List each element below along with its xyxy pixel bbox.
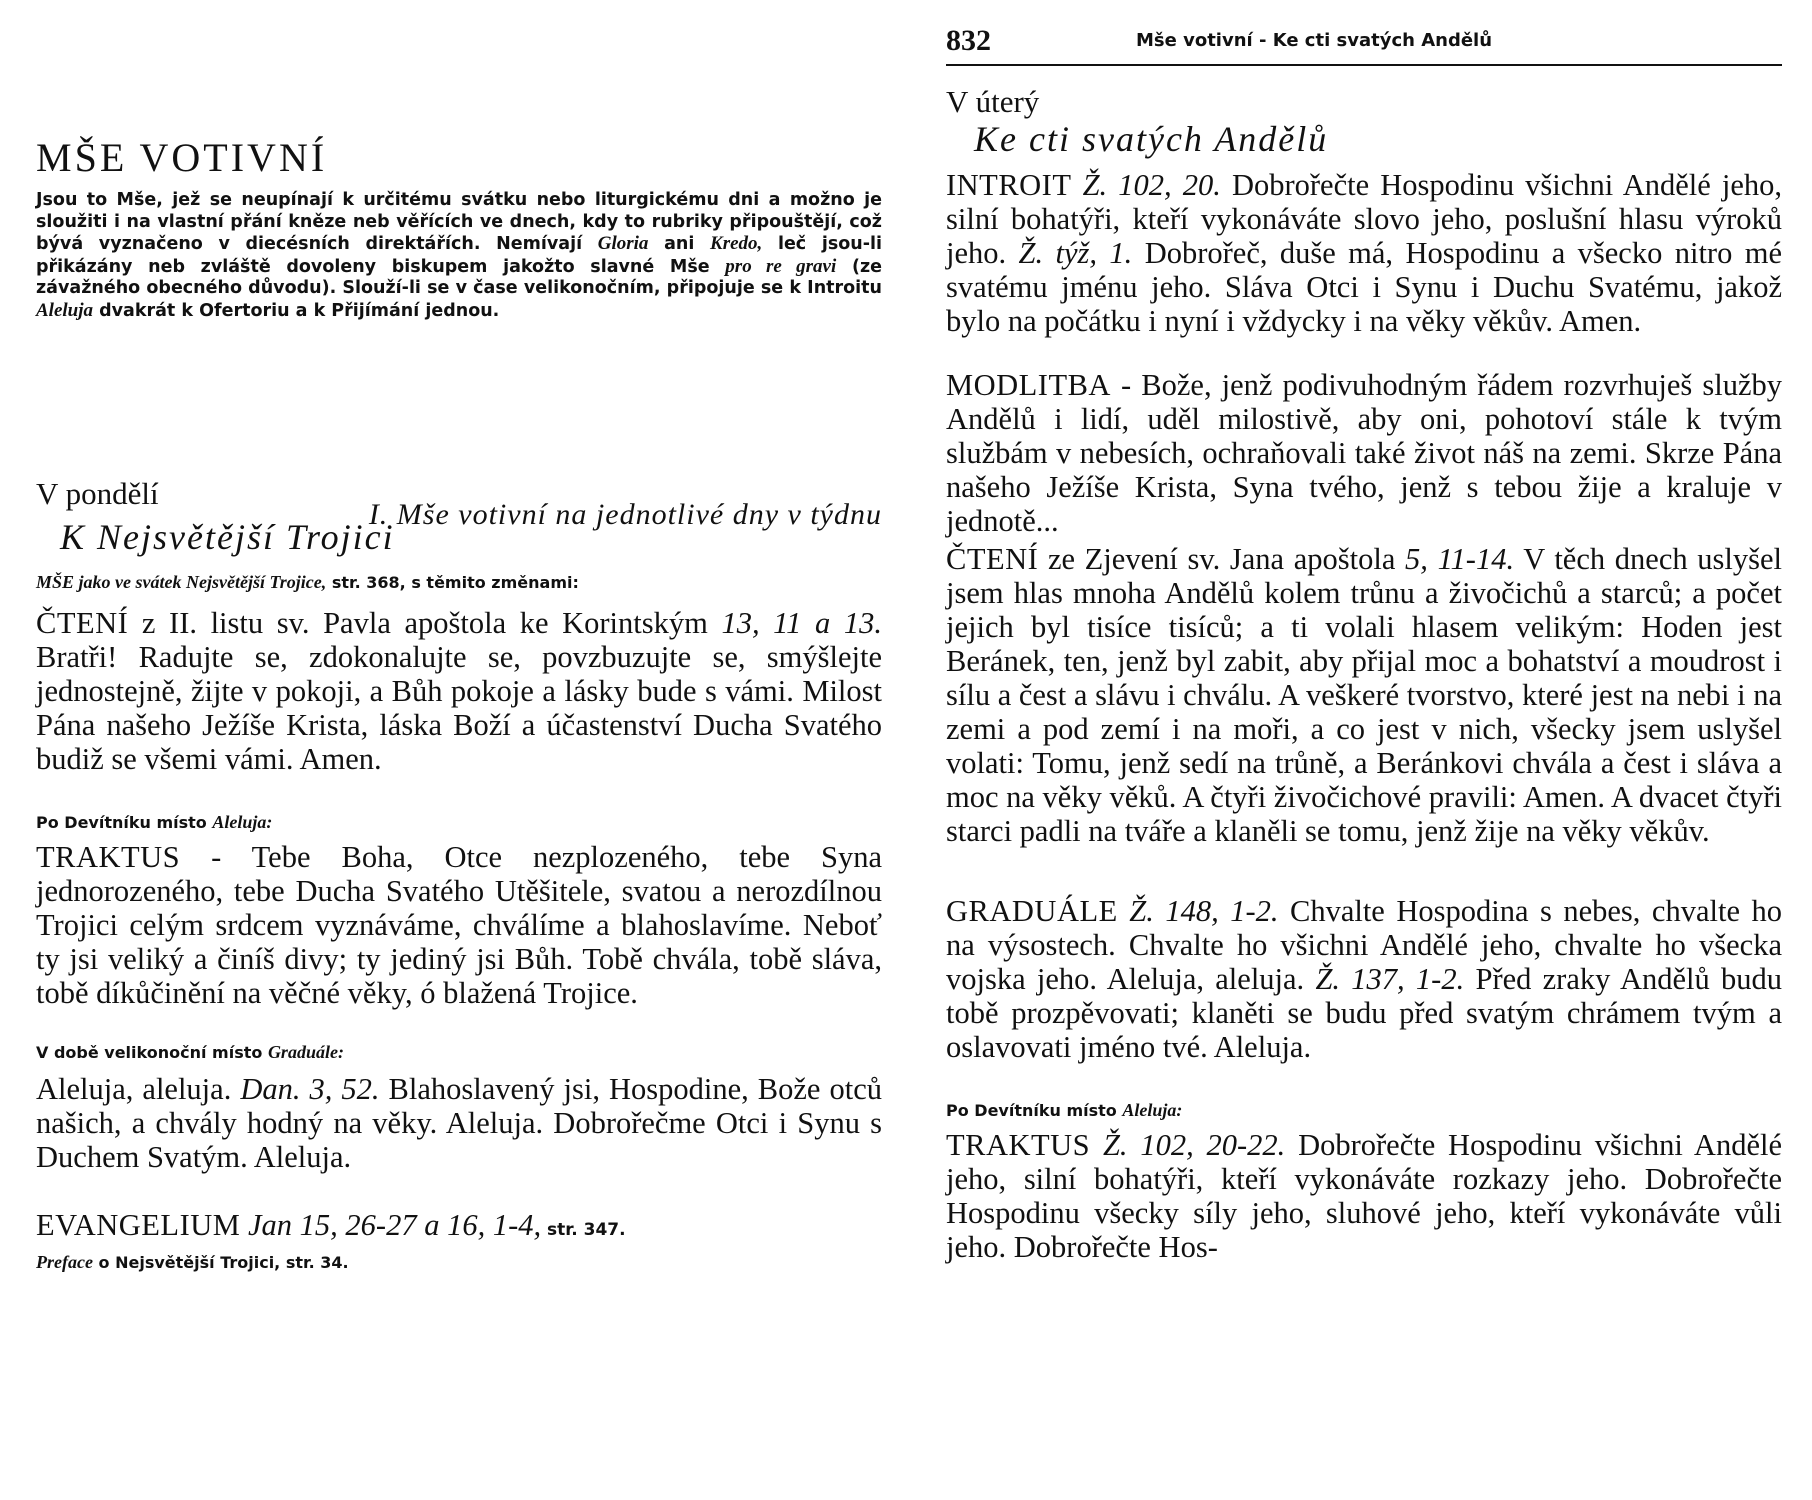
intro-paragraph xyxy=(36,190,882,322)
intro-term: Kredo, xyxy=(710,233,763,254)
note-term: Graduále: xyxy=(267,1042,344,1062)
day-label: V úterý xyxy=(946,84,1040,119)
intro-text: leč jsou-li přikázány neb zvláště dovoleny biskupem jakožto slavné Mše xyxy=(36,234,882,277)
intro-term: pro re gravi xyxy=(725,255,837,277)
section-heading: I. Mše votivní na jednotlivé dny v týdnu xyxy=(368,498,882,531)
mass-reference-text: str. 368, s těmito změnami: xyxy=(326,573,579,592)
evangelium-page: str. 347. xyxy=(541,1220,626,1240)
intro-text: dvakrát k Ofertoriu a k Přijímání jednou. xyxy=(93,300,500,321)
evangelium-line xyxy=(36,1208,882,1247)
intro-text: (ze závažného obecného důvodu). Slouží-li se v čase velikonočním, připojuje se k Introitu xyxy=(36,256,882,298)
graduale-text: Před zraky Andělů budu tobě prozpěvovati; klaněti se budu před svatým chrámem tvým a oslavovati jméno tvé. Aleluja. xyxy=(946,962,1783,1064)
intro-text: ani xyxy=(648,234,711,254)
traktus-reference: Ž. 102, 20-22. xyxy=(1090,1128,1286,1162)
note-text: V době velikonoční místo xyxy=(36,1043,268,1062)
aleluja-text: Aleluja, aleluja. xyxy=(36,1072,241,1106)
cteni-text: z II. listu sv. Pavla apoštola ke Korintským xyxy=(128,606,722,640)
note-text: Po Devítníku místo xyxy=(36,813,213,832)
traktus-label: TRAKTUS xyxy=(36,840,181,874)
preface-note xyxy=(36,1252,349,1273)
introit-reference: Ž. 102, 20. xyxy=(1071,168,1221,202)
note-term: Aleluja: xyxy=(1122,1100,1183,1120)
modlitba-text: - Bože, jenž podivuhodným řádem rozvrhuješ služby Andělů i lidí, uděl milostivě, aby oni, pohotoví stále k tvým službám v nebesích, ochraňovali také život náš na zemi. Skrze Pána našeho Ježíše Krista, Syna tvého, jenž s tebou žije a kraluje v jednotě... xyxy=(946,368,1782,538)
traktus-text: - Tebe Boha, Otce nezplozeného, tebe Syna jednorozeného, tebe Ducha Svatého Utěšitele, svatou a nerozdílnou Trojici celým srdcem vyznáváme, chválíme a blahoslavíme. Neboť ty jsi veliký a činíš divy; ty jediný jsi Bůh. Tobě chvála, tobě sláva, tobě díkůčinění na věčné věky, ó blažená Trojice. xyxy=(36,840,882,1010)
aleluja-paragraph xyxy=(36,1072,882,1174)
graduale-reference: Ž. 148, 1-2. xyxy=(1117,894,1279,928)
traktus-paragraph xyxy=(36,840,882,1010)
graduale-label: GRADUÁLE xyxy=(946,894,1118,928)
evangelium-label: EVANGELIUM xyxy=(36,1208,241,1242)
evangelium-reference: Jan 15, 26-27 a 16, 1-4, xyxy=(240,1208,542,1242)
cteni-paragraph xyxy=(36,606,882,776)
traktus-text: Dobrořečte Hospodinu všichni Andělé jeho, silní bohatýři, kteří vykonáváte rozkazy jeho. Dobrořečte Hospodinu všecky síly jeho, sluhové jeho, kteří vykonáváte vůli jeho. Dobrořečte Hos- xyxy=(946,1128,1782,1264)
introit-paragraph xyxy=(946,168,1782,338)
cteni-text: ze Zjevení sv. Jana apoštola xyxy=(1038,542,1406,576)
day-title: K Nejsvětější Trojici xyxy=(60,517,395,557)
introit-reference: Ž. týž, 1. xyxy=(1018,236,1133,270)
header-rule xyxy=(946,64,1782,66)
intro-term: Gloria xyxy=(597,233,649,254)
cteni-paragraph xyxy=(946,542,1782,848)
introit-text: Dobrořečte Hospodinu všichni Andělé jeho, silní bohatýři, kteří vykonáváte slovo jeho, poslušní hlasu výroků jeho. xyxy=(946,168,1782,270)
traktus-paragraph xyxy=(946,1128,1782,1264)
cteni-reference: 13, 11 a 13. xyxy=(721,606,882,640)
aleluja-text: Blahoslavený jsi, Hospodine, Bože otců našich, a chvály hodný na věky. Aleluja. Dobrořečme Otci i Synu s Duchem Svatým. Aleluja. xyxy=(36,1072,882,1174)
cteni-label: ČTENÍ xyxy=(36,606,129,640)
introit-label: INTROIT xyxy=(946,168,1072,202)
running-title: Mše votivní - Ke cti svatých Andělů xyxy=(1136,30,1493,51)
note-text: Po Devítníku místo xyxy=(946,1101,1123,1120)
running-head xyxy=(946,20,1782,64)
note-term: Aleluja: xyxy=(212,812,273,832)
septuagesima-note xyxy=(36,812,272,833)
day-title: Ke cti svatých Andělů xyxy=(974,119,1329,159)
introit-text: Dobrořeč, duše má, Hospodinu a všecko nitro mé svatému jménu jeho. Sláva Otci i Synu i Duchu Svatému, jakož bylo na počátku i nyní i vždycky i na věky věkův. Amen. xyxy=(946,236,1782,338)
cteni-text: Bratři! Radujte se, zdokonalujte se, povzbuzujte se, smýšlejte jednostejně, žijte v pokoji, a Bůh pokoje a lásky bude s vámi. Milost Pána našeho Ježíše Krista, láska Boží a účastenství Ducha Svatého budiž se všemi vámi. Amen. xyxy=(36,640,882,776)
preface-label: Preface xyxy=(36,1252,93,1272)
graduale-paragraph xyxy=(946,894,1782,1064)
day-label: V pondělí xyxy=(36,476,159,511)
page-title: MŠE VOTIVNÍ xyxy=(36,135,328,180)
graduale-text: Chvalte Hospodina s nebes, chvalte ho na výsostech. Chvalte ho všichni Andělé jeho, chvalte ho všecka vojska jeho. Aleluja, aleluja. xyxy=(946,894,1782,996)
easter-note xyxy=(36,1042,344,1063)
modlitba-paragraph xyxy=(946,368,1782,538)
preface-text: o Nejsvětější Trojici, str. 34. xyxy=(92,1253,349,1272)
modlitba-label: MODLITBA xyxy=(946,368,1111,402)
septuagesima-note xyxy=(946,1100,1182,1121)
cteni-label: ČTENÍ xyxy=(946,542,1039,576)
intro-term: Aleluja xyxy=(36,299,94,321)
intro-text: Jsou to Mše, jež se neupínají k určitému svátku nebo liturgickému dni a možno je sloužiti i na vlastní přání kněze neb věřících ve dnech, kdy to rubriky připouštějí, což bývá vyznačeno v diecésních direktářích. Nemívají xyxy=(36,190,882,254)
aleluja-reference: Dan. 3, 52. xyxy=(240,1072,380,1106)
mass-reference-text: MŠE jako ve svátek Nejsvětější Trojice, xyxy=(36,572,327,592)
graduale-reference: Ž. 137, 1-2. xyxy=(1315,962,1465,996)
page-number: 832 xyxy=(946,24,991,57)
mass-reference-note xyxy=(36,572,579,593)
cteni-reference: 5, 11-14. xyxy=(1405,542,1515,576)
traktus-label: TRAKTUS xyxy=(946,1128,1091,1162)
cteni-text: V těch dnech uslyšel jsem hlas mnoha Andělů kolem trůnu a živočichů a starců; a počet jejich byl tisíce tisíců; a ti volali hlasem velikým: Hoden jest Beránek, ten, jenž byl zabit, aby přijal moc a bohatství a moudrost i sílu a čest a slávu i chválu. A veškeré tvorstvo, které jest na nebi i na zemi a pod zemí i na moři, a co jest v nich, všecky jsem uslyšel volati: Tomu, jenž sedí na trůně, a Beránkovi chvála a čest i sláva a moc na věky věků. A čtyři živočichové pravili: Amen. A dvacet čtyři starci padli na tváře a klaněli se tomu, jenž žije na věky věkův. xyxy=(946,542,1782,848)
